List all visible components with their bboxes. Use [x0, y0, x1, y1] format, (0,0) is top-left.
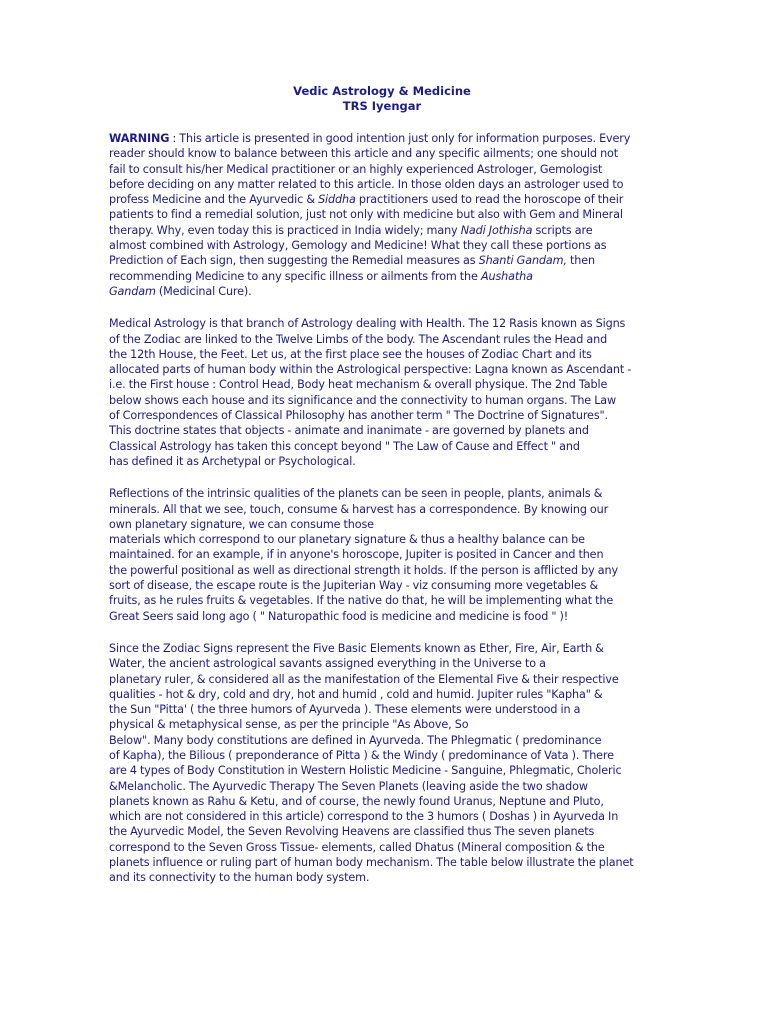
text-line — [109, 824, 655, 839]
text-line — [109, 517, 655, 532]
text-run: planets known as Rahu & Ketu, and of course, the newly found Uranus, Neptune and Pluto, — [109, 794, 604, 808]
text-line — [109, 794, 655, 809]
text-run: before deciding on any matter related to this article. In those olden days an astrologer used to — [109, 177, 624, 191]
text-run: of Kapha), the Bilious ( preponderance of Pitta ) & the Windy ( predominance of Vata ). There — [109, 748, 614, 762]
text-line — [109, 733, 655, 748]
text-run: minerals. All that we see, touch, consume & harvest has a correspondence. By knowing our — [109, 502, 609, 516]
text-line — [109, 855, 655, 870]
text-run: of the Zodiac are linked to the Twelve Limbs of the body. The Ascendant rules the Head and — [109, 332, 608, 346]
text-line — [109, 439, 655, 454]
text-line — [109, 870, 655, 885]
text-run: Below". Many body constitutions are defined in Ayurveda. The Phlegmatic ( predominance — [109, 733, 602, 747]
text-run: therapy. Why, even today this is practiced in India widely; many — [109, 223, 461, 237]
text-run: sort of disease, the escape route is the Jupiterian Way - viz consuming more vegetables & — [109, 579, 599, 593]
text-run: scripts are — [532, 223, 593, 237]
text-line — [109, 609, 655, 624]
paragraph — [109, 131, 655, 299]
text-run: : This article is presented in good intention just only for information purposes. Every — [169, 132, 631, 145]
text-run: recommending Medicine to any specific illness or ailments from the — [109, 269, 481, 283]
text-line — [109, 377, 655, 392]
text-run: and its connectivity to the human body system. — [109, 871, 370, 885]
text-line — [109, 656, 655, 671]
italic-term: Siddha — [318, 193, 356, 207]
text-line — [109, 748, 655, 763]
text-run: the Ayurvedic Model, the Seven Revolving Heavens are classified thus The seven planets — [109, 825, 595, 839]
text-run: reader should know to balance between this article and any specific ailments; one should not — [109, 147, 619, 161]
text-run: practitioners used to read the horoscope of their — [355, 193, 624, 207]
text-run: Since the Zodiac Signs represent the Five Basic Elements known as Ether, Fire, Air, Earth & — [109, 641, 604, 655]
text-run: almost combined with Astrology, Gemology and Medicine! What they call these portions as — [109, 239, 607, 253]
text-run: Water, the ancient astrological savants assigned everything in the Universe to a — [109, 657, 546, 671]
text-line — [109, 253, 655, 268]
text-line — [109, 223, 655, 238]
text-run: below shows each house and its significance and the connectivity to human organs. The Law — [109, 393, 617, 407]
text-line — [109, 146, 655, 161]
text-run: Great Seers said long ago ( " Naturopathic food is medicine and medicine is food " )! — [109, 609, 569, 623]
text-line — [109, 131, 655, 146]
text-line — [109, 362, 655, 377]
text-run: patients to find a remedial solution, just not only with medicine but also with Gem and Mineral — [109, 208, 623, 222]
text-line — [109, 779, 655, 794]
text-line — [109, 454, 655, 469]
italic-term: Nadi Jothisha — [460, 223, 533, 237]
text-line — [109, 532, 655, 547]
text-line — [109, 687, 655, 702]
text-run: physical & metaphysical sense, as per the principle "As Above, So — [109, 718, 469, 732]
text-line — [109, 316, 655, 331]
text-run: which are not considered in this article) correspond to the 3 humors ( Doshas ) in Ayurveda In — [109, 810, 619, 824]
text-run: allocated parts of human body within the Astrological perspective: Lagna known as Ascendant - — [109, 363, 632, 377]
text-run: Medical Astrology is that branch of Astrology dealing with Health. The 12 Rasis known as Signs — [109, 317, 626, 331]
text-run: fruits, as he rules fruits & vegetables. If the native do that, he will be implementing what the — [109, 594, 614, 608]
text-run: are 4 types of Body Constitution in Western Holistic Medicine - Sanguine, Phlegmatic, Choleric — [109, 764, 622, 778]
italic-term: Aushatha — [480, 269, 533, 283]
text-run: Classical Astrology has taken this concept beyond " The Law of Cause and Effect " and — [109, 439, 580, 453]
text-run: own planetary signature, we can consume those — [109, 517, 374, 531]
text-run: planetary ruler, & considered all as the manifestation of the Elemental Five & their respective — [109, 672, 619, 686]
italic-term: Gandam — [109, 284, 156, 298]
text-line — [109, 593, 655, 608]
text-line — [109, 284, 655, 299]
text-line — [109, 717, 655, 732]
text-line — [109, 840, 655, 855]
text-run: materials which correspond to our planetary signature & thus a healthy balance can be — [109, 533, 585, 547]
title-block — [109, 84, 655, 114]
text-run: fail to consult his/her Medical practitioner or an highly experienced Astrologer, Gemologist — [109, 162, 603, 176]
text-line — [109, 177, 655, 192]
text-line — [109, 578, 655, 593]
document-author: TRS Iyengar — [342, 99, 422, 113]
text-line — [109, 238, 655, 253]
text-run: (Medicinal Cure). — [155, 284, 252, 298]
text-run: of Correspondences of Classical Philosophy has another term " The Doctrine of Signatures". — [109, 409, 608, 423]
text-run: Reflections of the intrinsic qualities of the planets can be seen in people, plants, animals & — [109, 487, 603, 501]
article-body — [109, 131, 655, 886]
text-run: the powerful positional as well as directional strength it holds. If the person is afflicted by any — [109, 563, 618, 577]
text-run: correspond to the Seven Gross Tissue- elements, called Dhatus (Mineral composition & the — [109, 840, 605, 854]
text-run: the 12th House, the Feet. Let us, at the first place see the houses of Zodiac Chart and its — [109, 347, 592, 361]
text-line — [109, 763, 655, 778]
text-run: maintained. for an example, if in anyone's horoscope, Jupiter is posited in Cancer and then — [109, 548, 604, 562]
document-page — [109, 84, 655, 886]
paragraph — [109, 486, 655, 624]
text-line — [109, 563, 655, 578]
text-run: then — [566, 254, 595, 268]
text-line — [109, 502, 655, 517]
text-line — [109, 192, 655, 207]
text-line — [109, 641, 655, 656]
text-line — [109, 809, 655, 824]
italic-term: Shanti Gandam, — [478, 254, 567, 268]
text-run: &Melancholic. The Ayurvedic Therapy The Seven Planets (leaving aside the two shadow — [109, 779, 588, 793]
text-run: qualities - hot & dry, cold and dry, hot and humid , cold and humid. Jupiter rules "Kapha" & — [109, 687, 603, 701]
text-line — [109, 672, 655, 687]
text-line — [109, 207, 655, 222]
text-run: profess Medicine and the Ayurvedic & — [109, 193, 319, 207]
text-run: Prediction of Each sign, then suggesting the Remedial measures as — [109, 254, 479, 268]
text-run: has defined it as Archetypal or Psychological. — [109, 454, 356, 468]
text-run: This doctrine states that objects - animate and inanimate - are governed by planets and — [109, 424, 589, 438]
warning-label: WARNING — [109, 132, 170, 145]
text-line — [109, 347, 655, 362]
text-line — [109, 423, 655, 438]
text-run: planets influence or ruling part of human body mechanism. The table below illustrate the planet — [109, 856, 634, 870]
text-line — [109, 408, 655, 423]
text-run: i.e. the First house : Control Head, Body heat mechanism & overall physique. The 2nd Table — [109, 378, 608, 392]
paragraph — [109, 316, 655, 469]
text-line — [109, 547, 655, 562]
text-line — [109, 162, 655, 177]
text-run: the Sun "Pitta' ( the three humors of Ayurveda ). These elements were understood in a — [109, 703, 581, 717]
text-line — [109, 702, 655, 717]
text-line — [109, 486, 655, 501]
paragraph — [109, 641, 655, 886]
text-line — [109, 332, 655, 347]
document-title: Vedic Astrology & Medicine — [293, 84, 471, 98]
text-line — [109, 269, 655, 284]
text-line — [109, 393, 655, 408]
